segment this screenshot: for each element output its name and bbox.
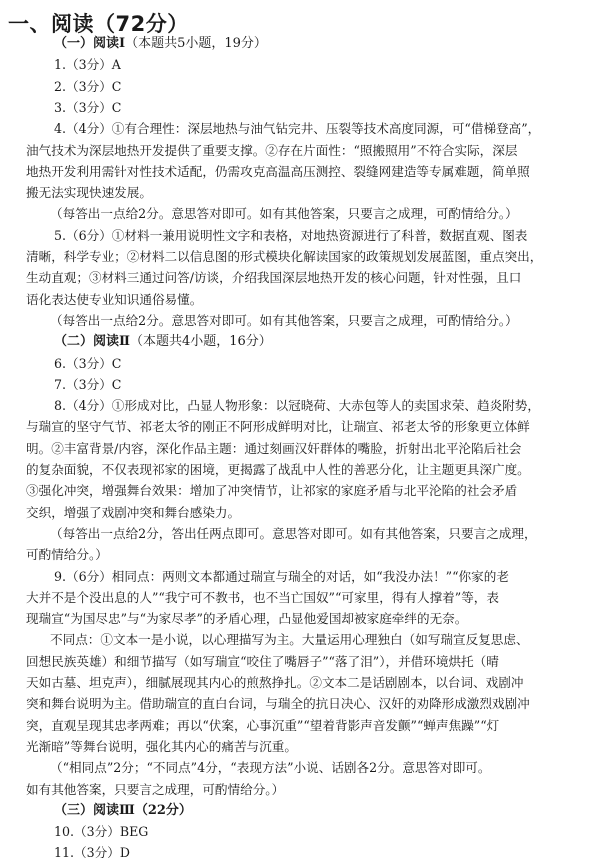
answer-line: 7.（3分）C [54,376,122,392]
answer-line: 4.（4分）①有合理性：深层地热与油气钻完井、压裂等技术高度同源，可“借梯登高”， [54,121,541,137]
answer-line: 10.（3分）BEG [54,824,149,840]
subsection-heading [54,331,603,352]
answer-line: 突和舞台说明为主。借助瑞宣的直白台词，与瑞全的抗日决心、汉奸的劝降形成激烈戏剧冲 [26,696,530,712]
subsection-label: （三）阅读Ⅲ（22分） [54,802,192,818]
answer-line: 可酌情给分。） [26,547,108,563]
section-title: 一、阅读（72分） [8,12,189,36]
answer-line: 回想民族英雄）和细节描写（如写瑞宣“咬住了嘴唇子”“落了泪”），并借环境烘托（晴 [26,653,499,669]
answer-line: ③强化冲突，增强舞台效果：增加了冲突情节，让祁家的家庭矛盾与北平沦陷的社会矛盾 [26,483,518,499]
answer-line: 搬无法实现快速发展。 [26,185,152,201]
scoring-note-line: （每答出一点给2分。意思答对即可。如有其他答案，只要言之成理，可酌情给分。） [50,312,518,328]
scoring-note-line: （每答出一点给2分，答出任两点即可。意思答对即可。如有其他答案，只要言之成理， [50,525,537,541]
answer-line: 突，直观呈现其忠孝两难；再以“伏案，心事沉重”“望着背影声音发颤”“蝉声焦躁”“灯 [26,717,500,733]
answer-line: 明。②丰富背景/内容，深化作品主题：通过刻画汉奸群体的嘴脸，折射出北平沦陷后社会 [26,440,522,456]
answer-line: 光渐暗”等舞台说明，强化其内心的痛苦与沉重。 [26,738,297,754]
answer-line: 交织，增强了戏剧冲突和舞台感染力。 [26,504,241,520]
subsection-heading [54,33,603,54]
answer-line: 语化表达使专业知识通俗易懂。 [26,291,203,307]
scoring-note-line: （每答出一点给2分。意思答对即可。如有其他答案，只要言之成理，可酌情给分。） [50,206,518,222]
subsection-label: （二）阅读Ⅱ [54,334,130,350]
answer-line: 地热开发利用需针对性技术适配，仍需攻克高温高压测控、裂缝网建造等专属难题，简单照 [26,163,530,179]
answer-line: 的复杂面貌，不仅表现祁家的困境，更揭露了战乱中人性的善恶分化，让主题更具深广度。 [26,462,530,477]
answer-line: 2.（3分）C [54,78,122,94]
answer-line: 1.（3分）A [54,57,121,73]
scoring-note-line: （“相同点”2分；“不同点”4分，“表现方法”小说、话剧各2分。意思答对即可。 [50,760,491,776]
answer-line: 如有其他答案，只要言之成理，可酌情给分。） [26,781,285,797]
answer-line: 油气技术为深层地热开发提供了重要支撑。②存在片面性：“照搬照用”不符合实际，深层 [26,142,518,158]
answer-line: 6.（3分）C [54,355,122,371]
answer-line: 大并不是个没出息的人”“我宁可不教书，也不当亡国奴”“可家里，得有人撑着”等，表 [26,589,499,605]
answer-line: 现瑞宣“为国尽忠”与“为家尽孝”的矛盾心理，凸显他爱国却被家庭牵绊的无奈。 [26,611,468,627]
answer-line: 9.（6分）相同点：两则文本都通过瑞宣与瑞全的对话，如“我没办法！”“你家的老 [54,568,509,584]
subsection-info: （本题共5小题，19分） [125,36,267,51]
answer-line: 5.（6分）①材料一兼用说明性文字和表格，对地热资源进行了科普，数据直观、图表 [54,227,528,243]
answer-line: 3.（3分）C [54,99,122,115]
answer-line: 清晰，科学专业；②材料二以信息图的形式模块化解读国家的政策规划发展蓝图，重点突出， [26,249,543,264]
subsection-info: （本题共4小题，16分） [129,334,272,350]
answer-line: 生动直观；③材料三通过问答/访谈，介绍我国深层地热开发的核心问题，针对性强，且口 [26,270,522,286]
answer-line: 11.（3分）D [54,845,130,861]
subsection-heading [54,800,603,821]
answer-line: 与瑞宣的坚守气节、祁老太爷的刚正不阿形成鲜明对比，让瑞宣、祁老太爷的形象更立体鲜 [26,419,530,435]
answer-line: 不同点：①文本一是小说，以心理描写为主。大量运用心理独白（如写瑞宣反复思虑、 [50,632,529,648]
answer-line: 天如古墓、坦克声），细腻展现其内心的煎熬挣扎。②文本二是话剧剧本，以台词、戏剧冲 [26,675,524,690]
answer-line: 8.（4分）①形成对比，凸显人物形象：以冠晓荷、大赤包等人的卖国求荣、趋炎附势， [54,398,540,414]
subsection-label: （一）阅读Ⅰ [54,36,126,51]
